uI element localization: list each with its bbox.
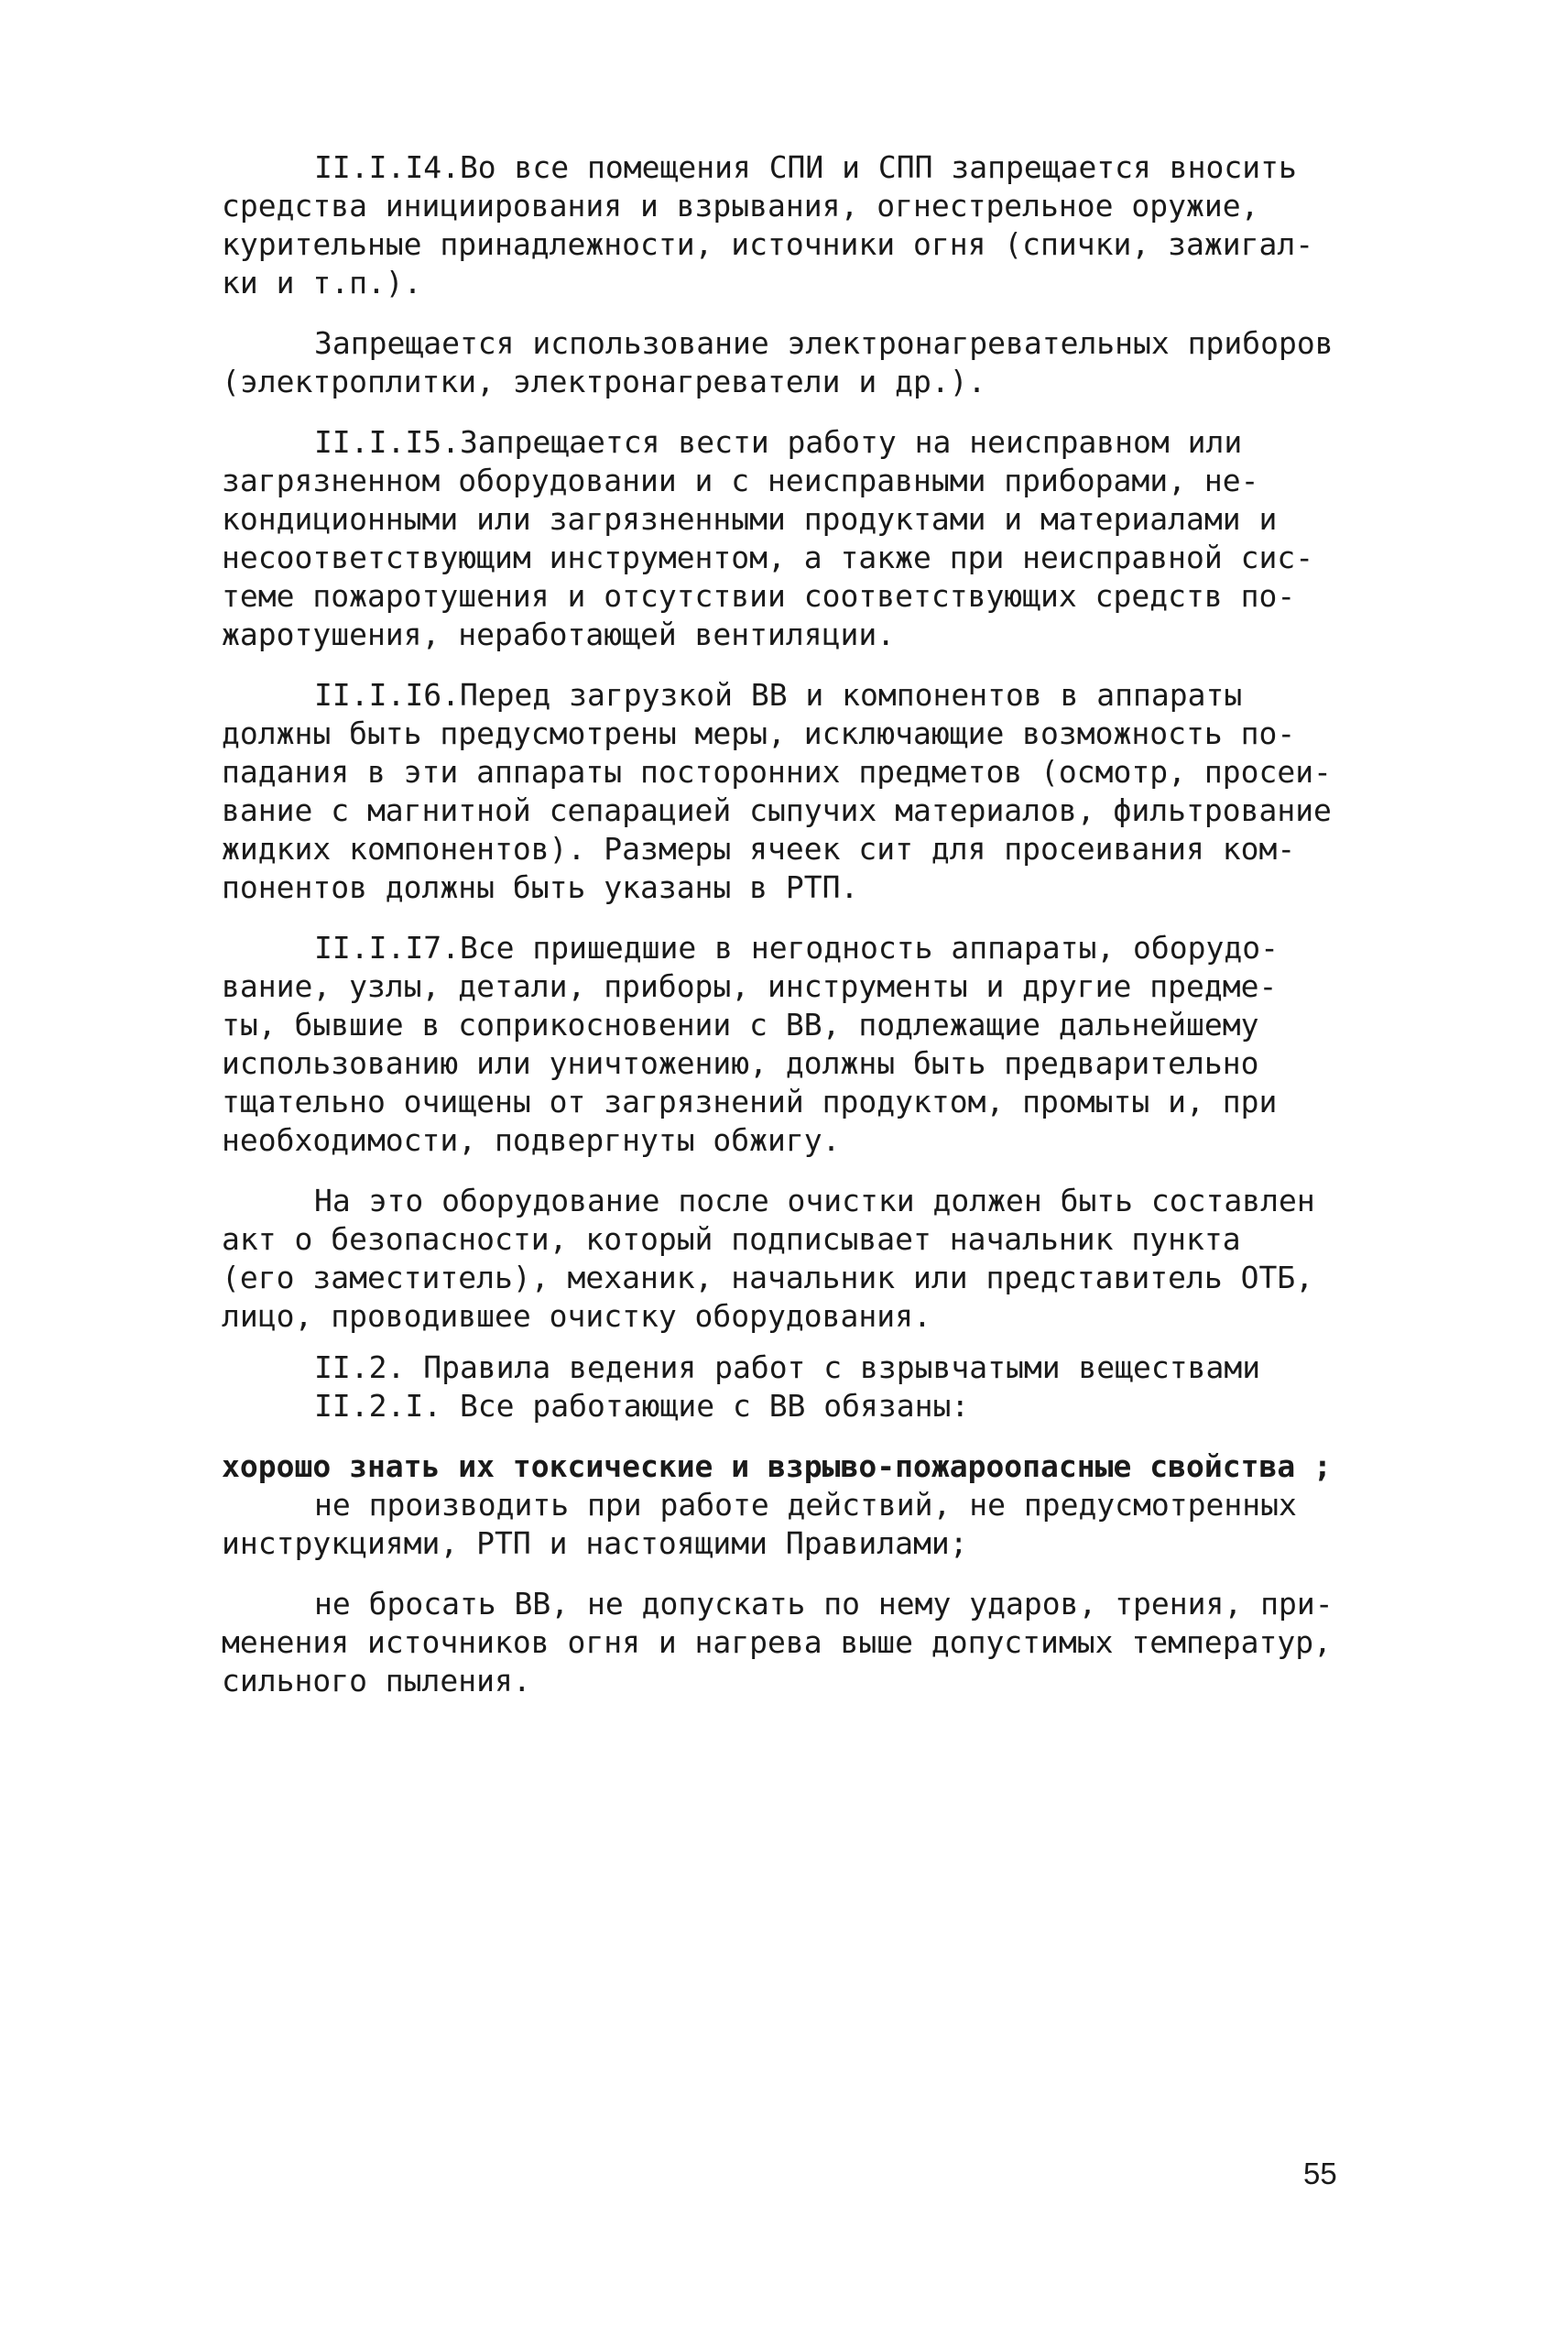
text-line: (электроплитки, электронагреватели и др.). xyxy=(222,364,986,399)
text-line: тщательно очищены от загрязнений продуктом, промыты и, при xyxy=(222,1084,1278,1119)
text-line: хорошо знать их токсические и взрыво-пожароопасные свойства ; xyxy=(222,1448,1332,1484)
text-line: средства инициирования и взрывания, огнестрельное оружие, xyxy=(222,188,1259,224)
text-line: (его заместитель), механик, начальник или представитель ОТБ, xyxy=(222,1260,1314,1295)
paragraph-no-throwing xyxy=(222,1585,1367,1700)
text-line: загрязненном оборудовании и с неисправными приборами, не- xyxy=(222,463,1259,498)
text-line: II.I.I7.Все пришедшие в негодность аппараты, оборудо- xyxy=(314,930,1279,966)
paragraph-prohibition-heaters xyxy=(222,324,1367,401)
paragraph-know-properties xyxy=(222,1447,1367,1486)
text-line: На это оборудование после очистки должен быть составлен xyxy=(314,1183,1315,1218)
text-line: не производить при работе действий, не предусмотренных xyxy=(314,1487,1297,1523)
text-line: понентов должны быть указаны в РТП. xyxy=(222,869,859,905)
body-text xyxy=(222,148,1367,1700)
text-line: лицо, проводившее очистку оборудования. xyxy=(222,1298,931,1334)
paragraph-11-1-17 xyxy=(222,929,1367,1160)
paragraph-no-unprescribed-actions xyxy=(222,1486,1367,1563)
section-heading-11-2 xyxy=(222,1349,1367,1425)
page-number: 55 xyxy=(1303,2157,1337,2190)
text-line: должны быть предусмотрены меры, исключающие возможность по- xyxy=(222,715,1296,751)
paragraph-11-1-15 xyxy=(222,423,1367,654)
text-line: вание, узлы, детали, приборы, инструменты и другие предме- xyxy=(222,968,1278,1004)
text-line: менения источников огня и нагрева выше допустимых температур, xyxy=(222,1624,1332,1660)
text-line: II.I.I6.Перед загрузкой ВВ и компонентов в аппараты xyxy=(314,677,1243,713)
text-line: инструкциями, РТП и настоящими Правилами; xyxy=(222,1525,968,1561)
text-line: Запрещается использование электронагревательных приборов xyxy=(314,325,1334,361)
text-line: сильного пыления. xyxy=(222,1663,531,1698)
text-line: кондиционными или загрязненными продуктами и материалами и xyxy=(222,501,1278,537)
section-heading: II.2. Правила ведения работ с взрывчатыми веществами xyxy=(314,1349,1261,1385)
text-line: жаротушения, неработающей вентиляции. xyxy=(222,617,896,652)
text-line: теме пожаротушения и отсутствии соответствующих средств по- xyxy=(222,578,1296,614)
text-line: ки и т.п.). xyxy=(222,265,422,300)
text-line: необходимости, подвергнуты обжигу. xyxy=(222,1122,841,1158)
text-line: не бросать ВВ, не допускать по нему ударов, трения, при- xyxy=(314,1586,1334,1622)
text-line: II.I.I4.Во все помещения СПИ и СПП запрещается вносить xyxy=(314,149,1297,185)
paragraph-11-1-14 xyxy=(222,148,1367,302)
paragraph-safety-act xyxy=(222,1182,1367,1336)
text-line: несоответствующим инструментом, а также при неисправной сис- xyxy=(222,540,1314,575)
text-line: курительные принадлежности, источники огня (спички, зажигал- xyxy=(222,226,1314,262)
text-line: акт о безопасности, который подписывает начальник пункта xyxy=(222,1221,1241,1257)
text-line: падания в эти аппараты посторонних предметов (осмотр, просеи- xyxy=(222,754,1332,790)
text-line: жидких компонентов). Размеры ячеек сит для просеивания ком- xyxy=(222,831,1296,867)
paragraph-11-1-16 xyxy=(222,676,1367,907)
text-line: ты, бывшие в соприкосновении с ВВ, подлежащие дальнейшему xyxy=(222,1007,1259,1043)
text-line: II.I.I5.Запрещается вести работу на неисправном или xyxy=(314,424,1243,460)
subsection-heading: II.2.I. Все работающие с ВВ обязаны: xyxy=(314,1388,970,1424)
text-line: вание с магнитной сепарацией сыпучих материалов, фильтрование xyxy=(222,792,1332,828)
text-line: использованию или уничтожению, должны быть предварительно xyxy=(222,1045,1259,1081)
